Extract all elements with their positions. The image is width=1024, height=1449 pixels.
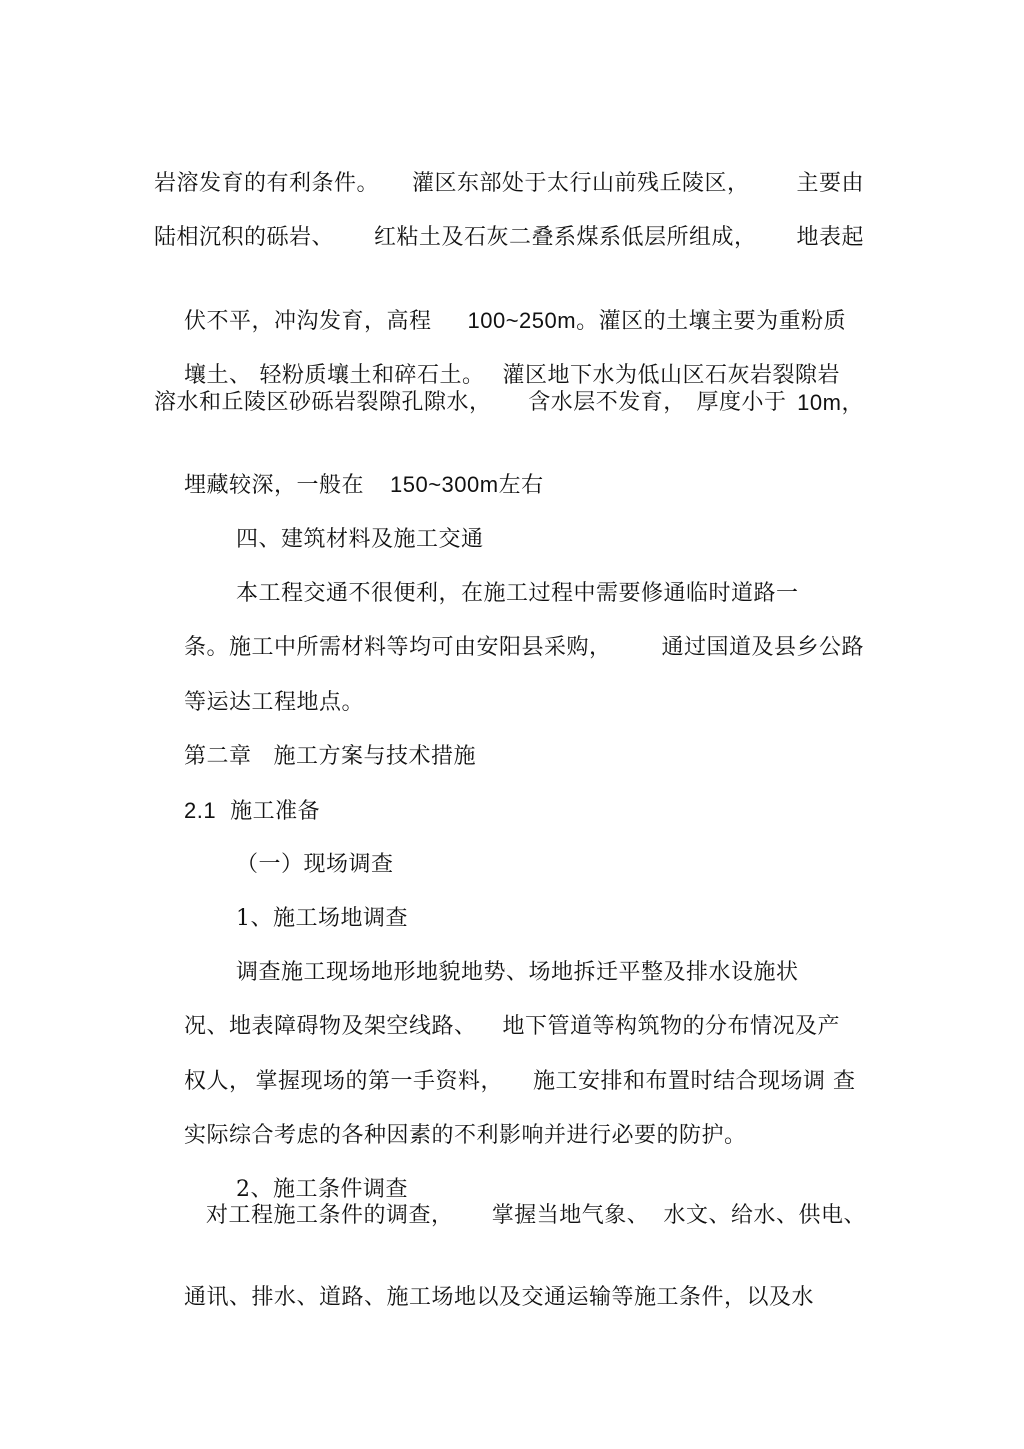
text-segment: 通过国道及县乡公路	[661, 635, 865, 660]
text-segment: 含水层不发育，	[528, 390, 686, 415]
text-segment: 溶水和丘陵区砂砾岩裂隙孔隙水，	[154, 390, 492, 415]
item-heading-text: （一）现场调查	[235, 852, 394, 877]
text-segment: 灌区东部处于太行山前残丘陵区，	[411, 171, 750, 196]
text-segment: 厚度小于	[696, 390, 787, 415]
text-segment: 权人，	[183, 1069, 252, 1094]
text-segment-with-number: 10m，	[797, 390, 864, 415]
text-segment-with-number: 100~250m。灌区的土壤主要为重粉质	[467, 308, 847, 333]
chapter-title: 施工方案与技术措施	[273, 744, 477, 769]
section-heading-text: 四、建筑材料及施工交通	[235, 527, 484, 552]
chapter-number: 第二章	[183, 744, 252, 769]
item-heading-text: 1、施工场地调查	[235, 906, 408, 931]
text-segment: 调查施工现场地形地貌地势、场地拆迁平整及排水设施状	[235, 960, 799, 985]
text-segment: 实际综合考虑的各种因素的不利影响并进行必要的防护。	[183, 1123, 747, 1148]
text-segment: 红粘土及石灰二叠系煤系低层所组成，	[373, 225, 757, 250]
text-segment: 掌握现场的第一手资料，	[255, 1069, 504, 1094]
text-segment: 掌握当地气象、	[491, 1203, 650, 1228]
text-segment: 施工安排和布置时结合现场调 查	[533, 1069, 856, 1094]
paragraph-line	[154, 1256, 814, 1340]
text-segment-with-number: 150~300m左右	[390, 472, 544, 497]
text-segment: 本工程交通不很便利，在施工过程中需要修通临时道路一	[235, 581, 799, 606]
paragraph-line	[154, 389, 864, 417]
item-heading-text: 2、施工条件调查	[235, 1177, 408, 1202]
text-segment: 陆相沉积的砾岩、	[154, 225, 335, 250]
text-segment: 水文、给水、供电、	[663, 1203, 866, 1228]
subsection-title: 施工准备	[230, 799, 321, 824]
text-segment: 况、地表障碍物及架空线路、	[183, 1014, 477, 1039]
text-segment: 主要由	[796, 171, 864, 196]
text-segment: 对工程施工条件的调查，	[206, 1203, 454, 1228]
text-segment: 埋藏较深，一般在	[183, 473, 364, 498]
text-segment: 地表起	[796, 225, 864, 250]
text-segment: 地下管道等构筑物的分布情况及产	[502, 1014, 841, 1039]
paragraph-line	[154, 224, 864, 252]
text-segment: 轻粉质壤土和碎石土。	[259, 363, 485, 388]
text-segment: 通讯、排水、道路、施工场地以及交通运输等施工条件，以及水	[183, 1285, 814, 1310]
text-segment: 伏不平，冲沟发育，高程	[183, 309, 432, 334]
text-segment: 壤土、	[183, 363, 252, 388]
paragraph-line	[206, 1202, 866, 1230]
subsection-number: 2.1	[183, 798, 217, 823]
text-segment: 岩溶发育的有利条件。	[154, 171, 380, 196]
text-segment: 灌区地下水为低山区石灰岩裂隙岩	[502, 363, 841, 388]
paragraph-line	[154, 170, 864, 198]
text-segment: 等运达工程地点。	[183, 690, 364, 715]
text-segment: 条。施工中所需材料等均可由安阳县采购，	[183, 635, 612, 660]
